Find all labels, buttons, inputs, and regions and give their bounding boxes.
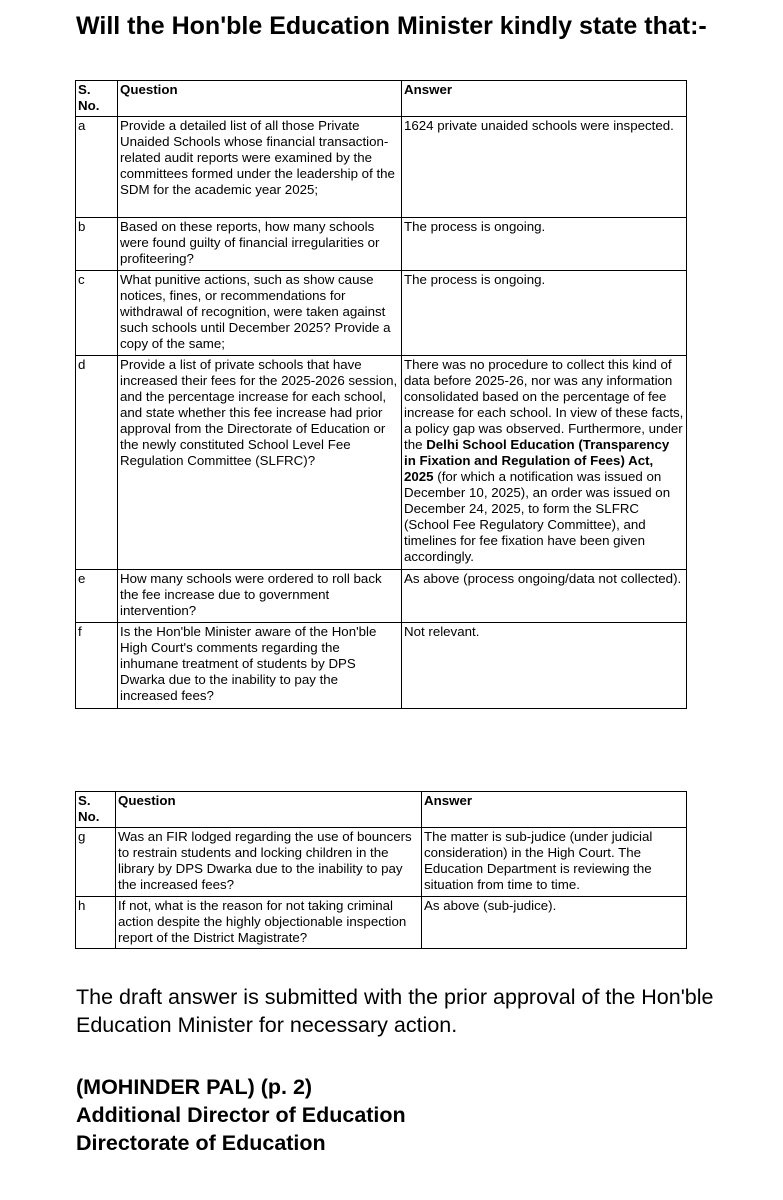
table-row [76,828,687,897]
row-question: Was an FIR lodged regarding the use of bouncers to restrain students and locking children in the library by DPS Dwarka due to the inability to pay the increased fees? [116,828,422,897]
row-answer: Not relevant. [402,623,687,709]
closing-note: The draft answer is submitted with the prior approval of the Hon'ble Education Minister for necessary action. [76,985,714,1037]
row-sno: g [76,828,116,897]
row-question: What punitive actions, such as show cause notices, fines, or recommendations for withdrawal of recognition, were taken against such schools until December 2025? Provide a copy of the same; [118,271,402,356]
row-sno: d [76,356,118,570]
page-heading: Will the Hon'ble Education Minister kindly state that:- [76,12,707,40]
header-question: Question [118,81,402,117]
table-row [76,623,687,709]
table-row [76,218,687,271]
row-question: Based on these reports, how many schools were found guilty of financial irregularities or profiteering? [118,218,402,271]
table-row [76,271,687,356]
header-answer: Answer [402,81,687,117]
row-answer: The process is ongoing. [402,271,687,356]
header-sno: S. No. [76,81,118,117]
row-answer: The matter is sub-judice (under judicial consideration) in the High Court. The Education Department is reviewing the situation from time to time. [422,828,687,897]
table-row [76,356,687,570]
row-sno: e [76,570,118,623]
table-row [76,570,687,623]
questions-table-2 [75,791,687,949]
row-question: If not, what is the reason for not taking criminal action despite the highly objectionable inspection report of the District Magistrate? [116,897,422,949]
table-header-row [76,792,687,828]
row-question: Provide a detailed list of all those Private Unaided Schools whose financial transaction-related audit reports were examined by the committees formed under the leadership of the SDM for the academic year 2025; [118,117,402,218]
row-answer: As above (process ongoing/data not collected). [402,570,687,623]
row-sno: b [76,218,118,271]
signatory-department: Directorate of Education [76,1131,326,1155]
header-answer: Answer [422,792,687,828]
act-name: Delhi School Education (Transparency in Fixation and Regulation of Fees) Act, 2025 [404,437,670,484]
row-sno: c [76,271,118,356]
questions-table-1 [75,80,687,709]
answer-text: (for which a notification was issued on December 10, 2025), an order was issued on December 24, 2025, to form the SLFRC (School Fee Regulatory Committee), and timelines for fee fixation have been given accordingly. [404,469,671,564]
header-question: Question [116,792,422,828]
row-question: How many schools were ordered to roll back the fee increase due to government intervention? [118,570,402,623]
header-sno: S. No. [76,792,116,828]
row-question: Provide a list of private schools that have increased their fees for the 2025-2026 session, and the percentage increase for each school, and state whether this fee increase had prior approval from the Directorate of Education or the newly constituted School Level Fee Regulation Committee (SLFRC)? [118,356,402,570]
row-sno: h [76,897,116,949]
table-row [76,897,687,949]
table-row [76,117,687,218]
row-answer: The process is ongoing. [402,218,687,271]
signatory-designation: Additional Director of Education [76,1103,406,1127]
row-answer: As above (sub-judice). [422,897,687,949]
table-header-row [76,81,687,117]
row-answer: 1624 private unaided schools were inspected. [402,117,687,218]
row-answer [402,356,687,570]
row-sno: a [76,117,118,218]
signature-block [76,1073,716,1157]
row-sno: f [76,623,118,709]
row-question: Is the Hon'ble Minister aware of the Hon'ble High Court's comments regarding the inhumane treatment of students by DPS Dwarka due to the inability to pay the increased fees? [118,623,402,709]
signatory-name: (MOHINDER PAL) (p. 2) [76,1075,313,1099]
answer-text: There was no procedure to collect this kind of data before 2025-26, nor was any information consolidated based on the percentage of fee increase for each school. In view of these facts, a policy gap was observed. Furthermore, under the [404,357,684,452]
